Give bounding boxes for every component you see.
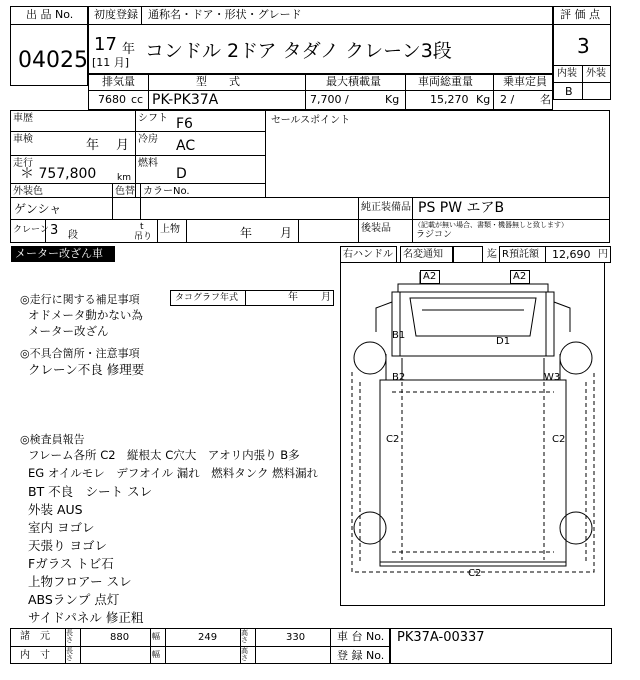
inspector-heading: ◎検査員報告 bbox=[20, 433, 85, 446]
inspector-line-8: 上物フロアー スレ bbox=[28, 574, 132, 589]
name-change-label: 名変通知 bbox=[403, 249, 443, 260]
driving-note-2: メーター改ざん bbox=[28, 324, 109, 338]
inspector-line-7: Fガラス トビ石 bbox=[28, 556, 114, 571]
inspector-line-10: サイドパネル 修正粗 bbox=[28, 610, 144, 625]
chassis-value: PK37A-00337 bbox=[397, 630, 485, 645]
equipment-value: PS PW エアB bbox=[418, 200, 505, 216]
gross-weight-label: 車両総重量 bbox=[418, 75, 473, 88]
inspector-line-9: ABSランプ 点灯 bbox=[28, 592, 120, 607]
aftermarket-note: （記載が無い場合、書類・機器無しと致します） bbox=[414, 221, 568, 229]
dims-label: 諸 元 bbox=[20, 631, 50, 642]
max-load-label: 最大積載量 bbox=[326, 75, 381, 88]
inspection-year: 年 bbox=[86, 138, 100, 153]
driving-heading: ◎走行に関する補足事項 bbox=[20, 293, 140, 306]
inspector-line-5: 室内 ヨゴレ bbox=[28, 520, 95, 535]
fuel-label: 燃料 bbox=[138, 158, 158, 169]
defects-heading: ◎不具合箇所・注意事項 bbox=[20, 347, 140, 360]
lot-label: 出 品 No. bbox=[26, 8, 74, 21]
width-label: 幅 bbox=[152, 632, 160, 641]
defects-note-1: クレーン不良 修理要 bbox=[28, 362, 145, 377]
upper-month: 月 bbox=[280, 226, 293, 240]
max-load-unit: Kg bbox=[385, 93, 400, 106]
tacho-month: 月 bbox=[321, 292, 331, 303]
width-value: 249 bbox=[198, 632, 218, 643]
upper-year: 年 bbox=[240, 226, 253, 240]
inspector-line-1: フレーム各所 C2 縦根太 C穴大 アオリ内張り B多 bbox=[28, 448, 300, 462]
mark-c2-left: C2 bbox=[386, 434, 400, 445]
inspection-month: 月 bbox=[116, 138, 130, 153]
interior-dims-label: 内 寸 bbox=[20, 650, 50, 661]
crane-lift-label: 吊り bbox=[134, 232, 153, 242]
score-value: 3 bbox=[577, 34, 590, 58]
crane-ton-unit: t bbox=[140, 222, 144, 232]
deadline-label: 迄 bbox=[487, 249, 497, 260]
chassis-label: 車 台 No. bbox=[337, 630, 385, 643]
equipment-label: 純正装備品 bbox=[361, 202, 411, 213]
upper-label: 上物 bbox=[160, 224, 180, 235]
fuel-value: D bbox=[176, 166, 187, 182]
name-change-date bbox=[453, 246, 483, 263]
shift-value: F6 bbox=[176, 116, 193, 132]
capacity-unit: 名 bbox=[540, 93, 551, 106]
inspection-label: 車検 bbox=[13, 134, 33, 145]
tacho-year: 年 bbox=[288, 292, 298, 303]
crane-stage-unit: 段 bbox=[68, 230, 78, 241]
mark-w3: W3 bbox=[544, 372, 561, 383]
mark-a2-left-text: A2 bbox=[423, 271, 437, 282]
interior-score-label: 内装 bbox=[557, 68, 577, 79]
reg-label: 登 録 No. bbox=[337, 649, 385, 662]
height-label: 高さ bbox=[241, 629, 248, 644]
model-label: 型 式 bbox=[196, 75, 240, 88]
in-length-label: 長さ bbox=[66, 647, 73, 662]
mileage-value: ＊ 757,800 bbox=[20, 166, 97, 182]
color-label: 外装色 bbox=[13, 186, 43, 197]
mark-c2-rear: C2 bbox=[468, 568, 482, 579]
truck-diagram bbox=[340, 262, 605, 606]
first-reg-year-unit: 年 bbox=[122, 42, 136, 57]
r-reading-unit: 円 bbox=[598, 249, 608, 260]
sales-point-label: セールスポイント bbox=[271, 115, 351, 126]
first-reg-label: 初度登録 bbox=[94, 8, 138, 21]
inspector-line-3: BT 不良 シート スレ bbox=[28, 484, 153, 499]
mileage-label: 走行 bbox=[13, 158, 33, 169]
crane-label: クレーン bbox=[13, 225, 49, 235]
in-height-label: 高さ bbox=[241, 647, 248, 662]
mark-c2-right: C2 bbox=[552, 434, 566, 445]
interior-score: B bbox=[565, 85, 573, 98]
first-reg-month: [11 月] bbox=[92, 56, 130, 69]
displacement-unit: cc bbox=[131, 93, 144, 106]
r-reading-label: R預託額 bbox=[502, 249, 539, 260]
gross-weight-value: 15,270 bbox=[430, 93, 469, 106]
max-load-value: 7,700 / bbox=[310, 93, 349, 106]
displacement-label: 排気量 bbox=[102, 75, 135, 88]
color-value: ゲンシャ bbox=[14, 202, 62, 216]
length-label: 長さ bbox=[66, 629, 73, 644]
exterior-score-label: 外装 bbox=[586, 68, 606, 79]
mileage-unit: km bbox=[117, 173, 131, 183]
mark-a2-right-text: A2 bbox=[513, 271, 527, 282]
mark-d1: D1 bbox=[496, 336, 511, 347]
ac-value: AC bbox=[176, 138, 196, 154]
model-value: PK-PK37A bbox=[152, 92, 219, 108]
shift-label: シフト bbox=[138, 113, 168, 124]
mark-b2: B2 bbox=[392, 372, 406, 383]
history-label: 車歴 bbox=[13, 113, 33, 124]
crane-stage: 3 bbox=[50, 223, 59, 238]
gross-weight-unit: Kg bbox=[476, 93, 491, 106]
capacity-value: 2 / bbox=[500, 93, 515, 106]
inspector-line-6: 天張り ヨゴレ bbox=[28, 538, 107, 553]
aftermarket-value: ラジコン bbox=[416, 230, 453, 240]
tacho-label: タコグラフ年式 bbox=[175, 293, 239, 303]
displacement-value: 7680 bbox=[98, 93, 126, 106]
name-label: 通称名・ドア・形状・グレード bbox=[148, 8, 302, 21]
aftermarket-label: 後装品 bbox=[361, 223, 391, 234]
r-reading-value: 12,690 bbox=[552, 248, 591, 261]
length-value: 880 bbox=[110, 632, 130, 643]
driving-note-1: オドメータ動かない為 bbox=[28, 308, 143, 322]
capacity-label: 乗車定員 bbox=[503, 75, 547, 88]
inspector-line-2: EG オイルモレ デフオイル 漏れ 燃料タンク 燃料漏れ bbox=[28, 466, 319, 480]
inspector-line-4: 外装 AUS bbox=[28, 502, 83, 517]
score-label: 評 価 点 bbox=[560, 8, 600, 21]
height-value: 330 bbox=[286, 632, 306, 643]
mark-b1: B1 bbox=[392, 330, 406, 341]
first-reg-year: 17 bbox=[94, 34, 117, 55]
in-width-label: 幅 bbox=[152, 650, 160, 659]
tampered-banner-text: メーター改ざん車 bbox=[15, 247, 103, 260]
car-name: コンドル 2ドア タダノ クレーン3段 bbox=[145, 40, 452, 62]
color-code-label: カラーNo. bbox=[143, 186, 190, 197]
lot-number: 04025 bbox=[18, 48, 88, 73]
right-hand-label: 右ハンドル bbox=[343, 249, 393, 260]
color-no-label: 色替 bbox=[115, 186, 135, 197]
ac-label: 冷房 bbox=[138, 134, 158, 145]
